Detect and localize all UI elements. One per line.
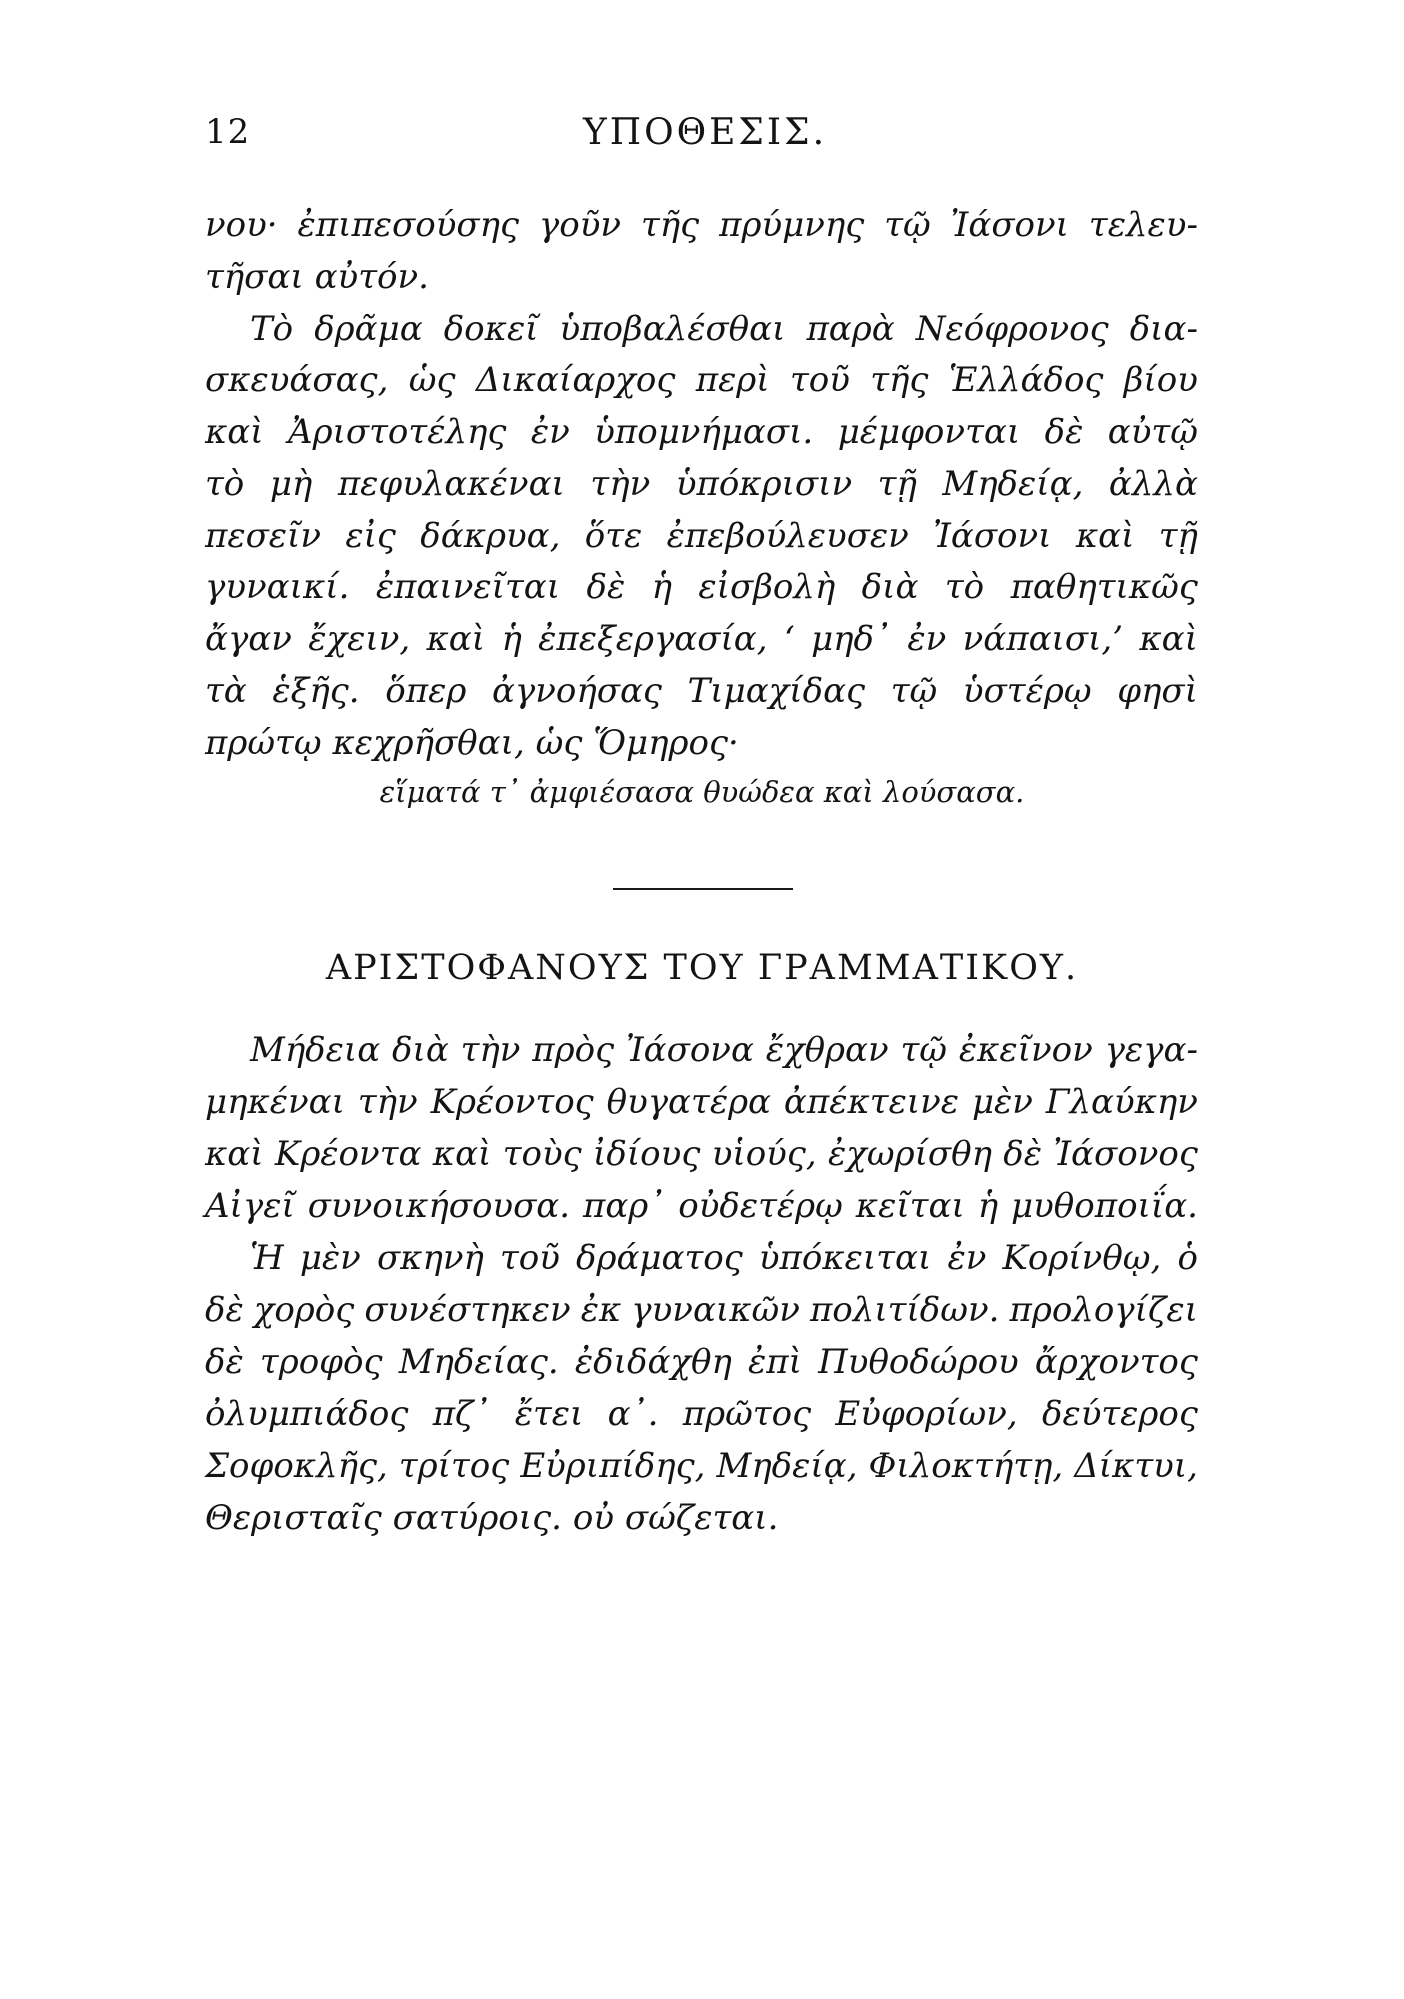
word: ὑπόκρισιν [675,464,853,504]
word: τὸ [944,567,985,607]
word: ἄγαν [205,619,292,659]
verse-quotation: εἵματά τ᾽ ἀμφιέσασα θυώδεα καὶ λούσασα. [379,775,1025,809]
text-line [205,257,1198,307]
section-heading: ΑΡΙΣΤΟΦΑΝΟΥΣ ΤΟΥ ΓΡΑΜΜΑΤΙΚΟΥ. [325,948,1079,988]
page-number: 12 [205,112,251,152]
word: σκηνὴ [376,1238,484,1278]
word: προλογίζει [1009,1290,1198,1330]
word: αὐτόν. [314,257,429,297]
word: καὶ [205,412,264,452]
text-line [250,309,1198,359]
word: ἐκεῖνον [958,1030,1093,1070]
word: βίου [1123,360,1198,400]
word: μηκέναι [205,1082,345,1122]
text-line [205,1082,1198,1132]
word: Ὅμηρος· [593,723,739,763]
word: μηδ᾽ [811,619,891,659]
word: τροφὸς [259,1342,383,1382]
word: τῆς [870,360,929,400]
word: καὶ [1139,619,1198,659]
word: δὲ [1003,1134,1043,1174]
word: Μηδείᾳ, [716,1446,858,1486]
word: μὲν [971,1082,1033,1122]
text-line [205,1394,1198,1444]
word: ἐν [947,1238,987,1278]
word: μὲν [299,1238,361,1278]
word: εἰς [345,516,396,556]
word: γοῦν [538,205,622,245]
word: ἐπιπεσούσης [297,205,520,245]
word: ἑξῆς. [272,671,360,711]
page-title: ΥΠΟΘΕΣΙΣ. [582,112,828,153]
word: φησὶ [1117,671,1198,711]
word: ὅτε [584,516,643,556]
word: τῷ [900,1030,948,1070]
word: γυναικῶν [631,1290,800,1330]
text-line [205,360,1198,410]
text-line [205,567,1198,617]
word: ἐπεξεργασία, [538,619,768,659]
word: Νεόφρονος [915,309,1109,349]
word: Μηδείᾳ, [942,464,1084,504]
word: ἡ [651,567,672,607]
word: ἔχειν, [308,619,411,659]
word: πεσεῖν [205,516,322,556]
word: τῷ [884,205,931,245]
word: Μήδεια [250,1030,381,1070]
word: τοῦ [789,360,850,400]
word: ἀλλὰ [1108,464,1198,504]
text-line [205,205,1198,255]
word: ὡς [535,723,583,763]
word: Θερισταῖς [205,1498,382,1538]
text-line [205,671,1198,721]
word: σατύροις. [392,1498,562,1538]
word: πρώτῳ [205,723,322,763]
text-line [205,723,1198,773]
word: Φιλοκτήτῃ, [868,1446,1064,1486]
word: ἀγνοήσας [491,671,662,711]
word: ὑστέρῳ [962,671,1092,711]
word: Ἰάσονι [950,205,1070,245]
word: Ἀριστοτέλης [288,412,507,452]
word: Τιμαχίδας [687,671,866,711]
word: πρύμνης [719,205,865,245]
word: χορὸς [253,1290,355,1330]
word: τῇ [877,464,917,504]
word: ὑπομνήμασι. [594,412,814,452]
word: ἐν [530,412,570,452]
word: Ἰάσονι [933,516,1052,556]
word: ἐπεβούλευσεν [666,516,909,556]
word: περὶ [695,360,770,400]
word: καὶ [426,619,486,659]
word: διὰ [392,1030,449,1070]
word: Γλαύκην [1045,1082,1198,1122]
word: νου· [205,205,278,245]
word: ἰδίους [593,1134,701,1174]
word: Μηδείας. [398,1342,559,1382]
word: τὸ [205,464,245,504]
word: μυθοποιΐα. [1011,1186,1198,1226]
running-head [205,112,1205,162]
word: συνέστηκεν [364,1290,571,1330]
word: πολιτίδων. [809,1290,1000,1330]
word: διὰ [861,567,919,607]
word: εἰσβολὴ [698,567,836,607]
word: τρίτος [398,1446,510,1486]
word: ὡς [408,360,456,400]
word: ἐδιδάχθη [574,1342,732,1382]
word: κεχρῆσθαι, [332,723,525,763]
word: καὶ [205,1134,264,1174]
word: τὰ [205,671,247,711]
word: Ἡ [250,1238,284,1278]
word: Κρέοντα [274,1134,422,1174]
word: υἱούς, [711,1134,817,1174]
word: δοκεῖ [443,309,539,349]
word: τὴν [590,464,651,504]
word: Κορίνθῳ, [1002,1238,1162,1278]
word: τῆσαι [205,257,304,297]
word: καὶ [1075,516,1135,556]
word: ὑποβαλέσθαι [559,309,786,349]
text-line [205,412,1198,462]
word: δὲ [205,1290,244,1330]
word: αὐτῷ [1107,412,1198,452]
word: τῇ [1158,516,1198,556]
section-divider [613,888,793,890]
word: Εὐφορίων, [835,1394,1018,1434]
word: Πυθοδώρου [818,1342,1019,1382]
word: πρὸς [532,1030,615,1070]
word: σώζεται. [624,1498,779,1538]
word: συνοικήσουσα. [307,1186,571,1226]
word: δὲ [586,567,626,607]
word: δὲ [205,1342,244,1382]
text-line [205,1342,1198,1392]
word: Σοφοκλῆς, [205,1446,388,1486]
word: ἡ [501,619,522,659]
text-line [250,1030,1198,1080]
word: οὐ [572,1498,614,1538]
word: ἔτει [514,1394,584,1434]
word: δάκρυα, [420,516,561,556]
text-line [205,1134,1198,1184]
word: θυγατέρα [606,1082,772,1122]
word: δράματος [576,1238,743,1278]
text-line [205,1498,1198,1548]
word: ἐπὶ [748,1342,802,1382]
word: δρᾶμα [314,309,423,349]
word: ‘ [783,619,795,659]
word: Δικαίαρχος [475,360,676,400]
word: ἐκ [580,1290,622,1330]
text-line [205,619,1198,669]
word: ὁ [1177,1238,1198,1278]
word: ἐπαινεῖται [375,567,561,607]
word: τῷ [890,671,938,711]
word: Ἰάσονος [1053,1134,1198,1174]
word: ἐν [907,619,947,659]
word: ἀπέκτεινε [783,1082,960,1122]
word: Ἑλλάδος [948,360,1104,400]
word: Ἰάσονα [625,1030,754,1070]
word: μέμφονται [837,412,1021,452]
word: σκευάσας, [205,360,389,400]
word: γεγα- [1104,1030,1198,1070]
word: Αἰγεῖ [205,1186,295,1226]
word: δεύτερος [1041,1394,1198,1434]
word: τελευ- [1088,205,1198,245]
word: μὴ [269,464,313,504]
word: πζ᾽ [432,1394,491,1434]
word: ὑπόκειται [758,1238,932,1278]
text-line [205,1186,1198,1236]
text-line [205,1290,1198,1340]
word: νάπαισι,’ [962,619,1124,659]
word: Εὐριπίδης, [520,1446,706,1486]
word: καὶ [432,1134,492,1174]
text-line [205,464,1198,514]
word: Κρέοντος [430,1082,594,1122]
text-line [205,516,1198,566]
word: ἄρχοντος [1034,1342,1198,1382]
word: Δίκτυι, [1074,1446,1198,1486]
word: κεῖται [855,1186,965,1226]
word: παθητικῶς [1010,567,1198,607]
word: τὴν [460,1030,521,1070]
word: δὲ [1044,412,1084,452]
word: δια- [1129,309,1198,349]
word: τοὺς [502,1134,582,1174]
word: οὐδετέρῳ [678,1186,843,1226]
word: παρὰ [806,309,895,349]
word: πρῶτος [682,1394,812,1434]
text-line [205,1446,1198,1496]
word: ἔχθραν [765,1030,889,1070]
word: πεφυλακέναι [337,464,565,504]
word: ἐχωρίσθη [828,1134,992,1174]
word: ὅπερ [385,671,467,711]
word: Τὸ [250,309,294,349]
word: τῆς [640,205,700,245]
word: τὴν [357,1082,418,1122]
word: ὀλυμπιάδος [205,1394,409,1434]
word: παρ᾽ [583,1186,666,1226]
word: γυναικί. [205,567,350,607]
word: α᾽. [607,1394,659,1434]
word: ἡ [977,1186,999,1226]
word: τοῦ [499,1238,560,1278]
text-line [250,1238,1198,1288]
